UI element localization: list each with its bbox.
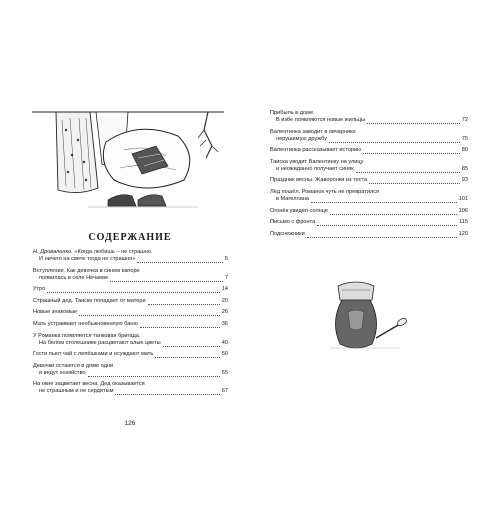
toc-entry[interactable] <box>33 363 228 377</box>
toc-entry-title: Вступление. Как девочка в синем капоре <box>33 267 140 274</box>
toc-entry[interactable] <box>33 381 228 395</box>
jar-and-spoon-illustration <box>320 278 410 356</box>
page-number: 126 <box>124 420 136 427</box>
leader-dots <box>369 178 460 184</box>
toc-entry-page: 72 <box>461 117 468 123</box>
toc-entry-title: На окне зацветает весна. Дед оказывается <box>33 381 145 388</box>
leader-dots <box>88 371 220 377</box>
toc-entry-title: Валентинка заводит в овчарнике <box>270 128 356 135</box>
leader-dots <box>115 389 219 395</box>
toc-entry[interactable] <box>270 177 468 184</box>
toc-entry[interactable] <box>33 309 228 316</box>
leader-dots <box>356 167 460 173</box>
toc-entry[interactable] <box>33 249 228 263</box>
toc-entry-title-cont: не страшным и не сердитым <box>39 388 114 395</box>
leader-dots <box>330 209 457 215</box>
toc-entry-page: 40 <box>221 339 228 346</box>
leader-dots <box>110 276 223 282</box>
toc-entry-title: Праздник весны. Жаворонки из теста <box>270 177 368 184</box>
leader-dots <box>148 299 220 305</box>
toc-entry[interactable] <box>33 321 228 328</box>
toc-entry[interactable] <box>270 129 468 143</box>
toc-entry-title: Новые знакомые <box>33 309 78 316</box>
toc-entry[interactable] <box>33 286 228 293</box>
toc-entry-title: Письмо с фронта <box>270 219 316 226</box>
toc-entry-title-cont: На белом столешнике расцветают алые цветы <box>39 339 161 346</box>
leader-dots <box>367 118 460 124</box>
toc-entry-title: Мать устраивает необыкновенную баню <box>33 320 138 327</box>
toc-entry-page: 7 <box>224 274 228 281</box>
leader-dots <box>363 148 459 154</box>
toc-entry-title-cont: и неожиданно получает синяк <box>276 165 354 172</box>
leader-dots <box>155 352 220 358</box>
toc-entry[interactable] <box>33 268 228 282</box>
toc-entry-title: Утро <box>33 286 46 293</box>
toc-entry-title: Валентинка рассказывает историю <box>270 147 362 154</box>
toc-entry[interactable] <box>270 159 468 173</box>
toc-entry-page: 55 <box>221 369 228 376</box>
leader-dots <box>307 232 457 238</box>
toc-entry-page: 20 <box>221 297 228 304</box>
leader-dots <box>163 341 220 347</box>
toc-right-column <box>270 110 468 242</box>
leader-dots <box>47 287 219 293</box>
toc-entry-page: 85 <box>461 165 468 172</box>
toc-entry-title: Девочки остаются в доме одни <box>33 362 114 369</box>
toc-entry[interactable] <box>270 110 468 124</box>
toc-entry-page: 75 <box>461 135 468 142</box>
toc-entry-page: 120 <box>458 230 468 237</box>
toc-entry[interactable] <box>270 147 468 154</box>
leader-dots <box>137 257 222 263</box>
toc-entry-page: 80 <box>461 147 468 154</box>
toc-entry-author: Н. Дроваленко. <box>33 249 73 255</box>
toc-entry[interactable] <box>33 333 228 347</box>
leader-dots <box>311 197 457 203</box>
toc-entry-title: У Романка появляется танковая бригада. <box>33 332 141 339</box>
toc-entry-title: Лёд пошёл. Романок чуть не превратился <box>270 188 380 195</box>
toc-entry[interactable] <box>33 298 228 305</box>
toc-entry-title: Гости пьют чай с лепёшками и осуждают мать <box>33 351 154 358</box>
toc-entry[interactable] <box>270 189 468 203</box>
toc-entry-page: 106 <box>458 207 468 214</box>
toc-entry-title-cont: В избе появляются новые жильцы <box>276 117 366 123</box>
toc-entry[interactable] <box>270 231 468 238</box>
toc-entry-page: 36 <box>221 320 228 327</box>
toc-entry-title-cont: в Магеллана <box>276 195 310 202</box>
toc-entry[interactable] <box>270 219 468 226</box>
leader-dots <box>140 322 220 328</box>
toc-entry-page: 115 <box>459 219 468 226</box>
toc-entry-title: Таиска уводит Валентинку на улицу <box>270 158 364 165</box>
leader-dots <box>317 220 457 226</box>
toc-entry-page: 26 <box>221 309 228 316</box>
toc-entry[interactable] <box>33 351 228 358</box>
toc-left-column <box>33 249 228 400</box>
toc-entry-title-cont: И ничего на свете тогда не страшно» <box>39 256 136 262</box>
leader-dots <box>79 310 220 316</box>
toc-entry-title: Огонёк увидел солнце <box>270 207 328 214</box>
toc-entry-page: 50 <box>221 351 228 358</box>
pillow-blanket-illustration <box>28 100 228 210</box>
toc-entry-title: Прибыль в доме. <box>270 110 315 116</box>
leader-dots <box>329 137 460 143</box>
toc-entry-page: 93 <box>461 177 468 184</box>
toc-entry-title-cont: нерушимую дружбу <box>276 135 327 142</box>
contents-heading: СОДЕРЖАНИЕ <box>88 232 172 243</box>
toc-entry-title-cont: и ведут хозяйство <box>39 369 86 376</box>
toc-entry-page: 14 <box>221 286 228 293</box>
toc-entry-title: Страшный дед. Таиске попадает от матери <box>33 297 146 304</box>
toc-entry-page: 101 <box>458 195 468 202</box>
toc-entry-title: Подснежники <box>270 230 305 237</box>
toc-entry-title-cont: появилась в селе Нечаеве <box>39 274 109 281</box>
toc-entry-page: 5 <box>224 256 228 262</box>
toc-entry[interactable] <box>270 208 468 215</box>
toc-entry-page: 67 <box>221 388 228 395</box>
toc-entry-title: «Когда любишь – не страшно. <box>72 249 153 255</box>
